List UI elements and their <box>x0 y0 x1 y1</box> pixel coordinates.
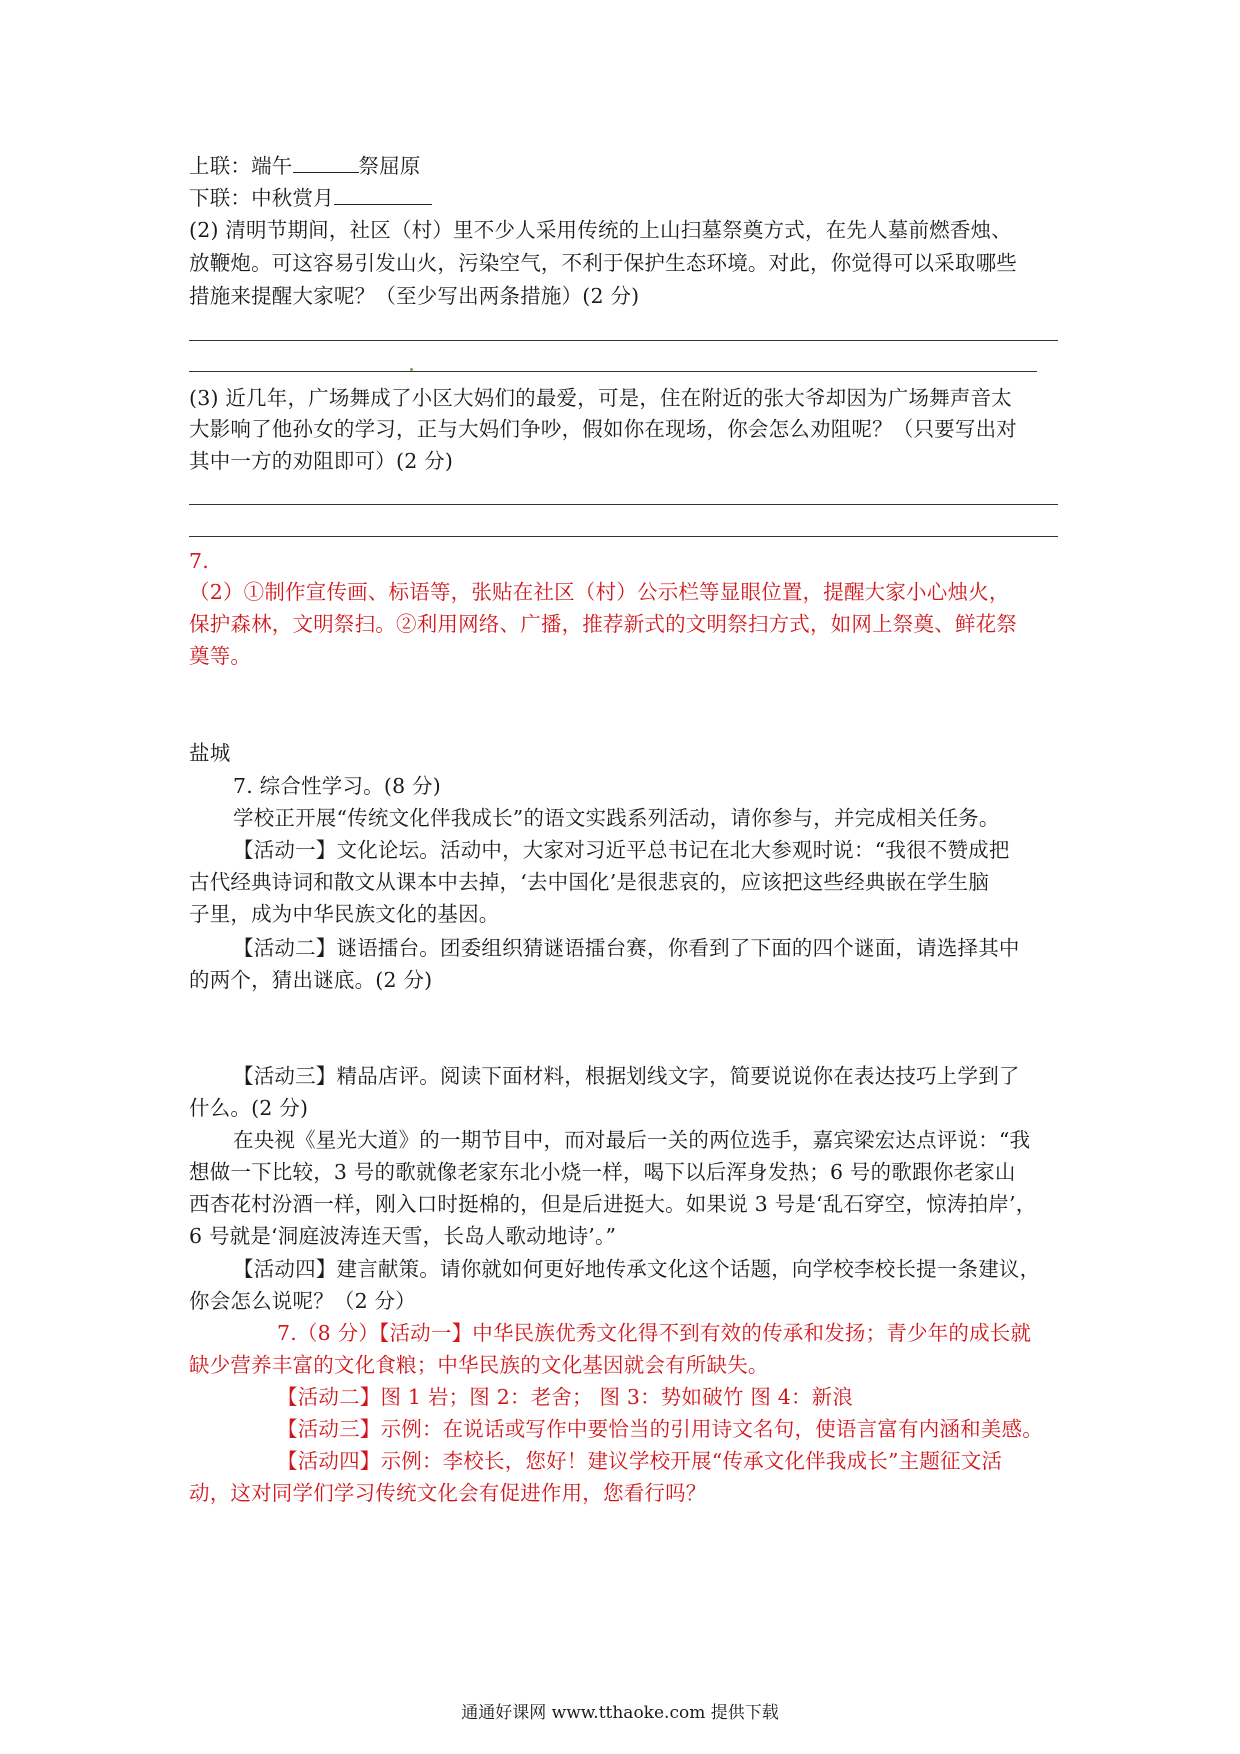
activity2-line-2: 的两个，猜出谜底。(2 分) <box>189 968 433 992</box>
section2-intro: 学校正开展“传统文化伴我成长”的语文实践系列活动，请你参与，并完成相关任务。 <box>233 806 1000 830</box>
couplet-upper-label: 上联：端午 <box>189 154 293 178</box>
activity3-line-6: 6 号就是‘洞庭波涛连天雪，长岛人歌动地诗’。” <box>189 1224 617 1248</box>
q2-line-3: 措施来提醒大家呢？（至少写出两条措施）(2 分) <box>189 284 640 308</box>
answer1-line-1: （2）①制作宣传画、标语等，张贴在社区（村）公示栏等显眼位置，提醒大家小心烛火， <box>189 580 1010 604</box>
activity1-line-2: 古代经典诗词和散文从课本中去掉，‘去中国化’是很悲哀的，应该把这些经典嵌在学生脑 <box>189 870 990 894</box>
couplet-upper-suffix: 祭屈原 <box>358 154 421 178</box>
couplet-lower-blank[interactable] <box>334 182 432 205</box>
answer1-line-2: 保护森林，文明祭扫。②利用网络、广播，推荐新式的文明祭扫方式，如网上祭奠、鲜花祭 <box>189 612 1017 636</box>
answer-rule-q2-1[interactable] <box>189 340 1058 341</box>
q3-line-3: 其中一方的劝阻即可）(2 分) <box>189 449 454 473</box>
green-mark <box>410 368 413 371</box>
answer-rule-q3-2[interactable] <box>189 536 1058 537</box>
page-footer: 通通好课网 www.tthaoke.com 提供下载 <box>461 1703 779 1723</box>
couplet-upper-blank[interactable] <box>293 150 359 173</box>
activity3-line-3: 在央视《星光大道》的一期节目中，而对最后一关的两位选手，嘉宾梁宏达点评说：“我 <box>233 1128 1031 1152</box>
answer2-line-4: 【活动三】示例：在说话或写作中要恰当的引用诗文名句，使语言富有内涵和美感。 <box>277 1417 1043 1441</box>
answer2-line-2: 缺少营养丰富的文化食粮；中华民族的文化基因就会有所缺失。 <box>189 1353 769 1377</box>
activity4-line-1: 【活动四】建言献策。请你就如何更好地传承文化这个话题，向学校李校长提一条建议， <box>233 1257 1041 1281</box>
activity1-line-3: 子里，成为中华民族文化的基因。 <box>189 902 500 926</box>
answer-rule-q3-1[interactable] <box>189 504 1058 505</box>
activity4-line-2: 你会怎么说呢？（2 分） <box>189 1289 416 1313</box>
answer-rule-q2-2[interactable] <box>189 371 1037 372</box>
activity3-line-2: 什么。(2 分) <box>189 1096 309 1120</box>
q3-line-2: 大影响了他孙女的学习，正与大妈们争吵，假如你在现场，你会怎么劝阻呢？（只要写出对 <box>189 417 1017 441</box>
answer2-line-5: 【活动四】示例：李校长，您好！建议学校开展“传承文化伴我成长”主题征文活 <box>277 1449 1003 1473</box>
answer1-number: 7. <box>189 549 209 573</box>
couplet-lower-label: 下联：中秋赏月 <box>189 186 334 210</box>
answer1-line-3: 奠等。 <box>189 644 252 668</box>
q2-line-1: (2) 清明节期间，社区（村）里不少人采用传统的上山扫墓祭奠方式，在先人墓前燃香烛、 <box>189 218 1012 242</box>
q3-line-1: (3) 近几年，广场舞成了小区大妈们的最爱，可是，住在附近的张大爷却因为广场舞声音太 <box>189 386 1012 410</box>
activity2-line-1: 【活动二】谜语擂台。团委组织猜谜语擂台赛，你看到了下面的四个谜面，请选择其中 <box>233 936 1020 960</box>
couplet-upper-line <box>189 150 1059 182</box>
activity3-line-4: 想做一下比较，3 号的歌就像老家东北小烧一样，喝下以后浑身发热；6 号的歌跟你老家山 <box>189 1160 1016 1184</box>
activity3-line-5: 西杏花村汾酒一样，刚入口时挺棉的，但是后进挺大。如果说 3 号是‘乱石穿空，惊涛拍岸’， <box>189 1192 1037 1216</box>
q2-line-2: 放鞭炮。可这容易引发山火，污染空气，不利于保护生态环境。对此，你觉得可以采取哪些 <box>189 251 1017 275</box>
couplet-lower-line <box>189 182 1059 214</box>
section-city: 盐城 <box>189 741 231 765</box>
answer2-line-6: 动，这对同学们学习传统文化会有促进作用，您看行吗？ <box>189 1481 707 1505</box>
answer2-line-3: 【活动二】图 1 岩；图 2：老舍； 图 3：势如破竹 图 4：新浪 <box>277 1385 854 1409</box>
section2-question-title: 7. 综合性学习。(8 分) <box>233 774 441 798</box>
answer2-line-1: 7.（8 分）【活动一】中华民族优秀文化得不到有效的传承和发扬；青少年的成长就 <box>277 1321 1032 1345</box>
activity1-line-1: 【活动一】文化论坛。活动中，大家对习近平总书记在北大参观时说：“我很不赞成把 <box>233 838 1010 862</box>
activity3-line-1: 【活动三】精品店评。阅读下面材料，根据划线文字，简要说说你在表达技巧上学到了 <box>233 1064 1020 1088</box>
